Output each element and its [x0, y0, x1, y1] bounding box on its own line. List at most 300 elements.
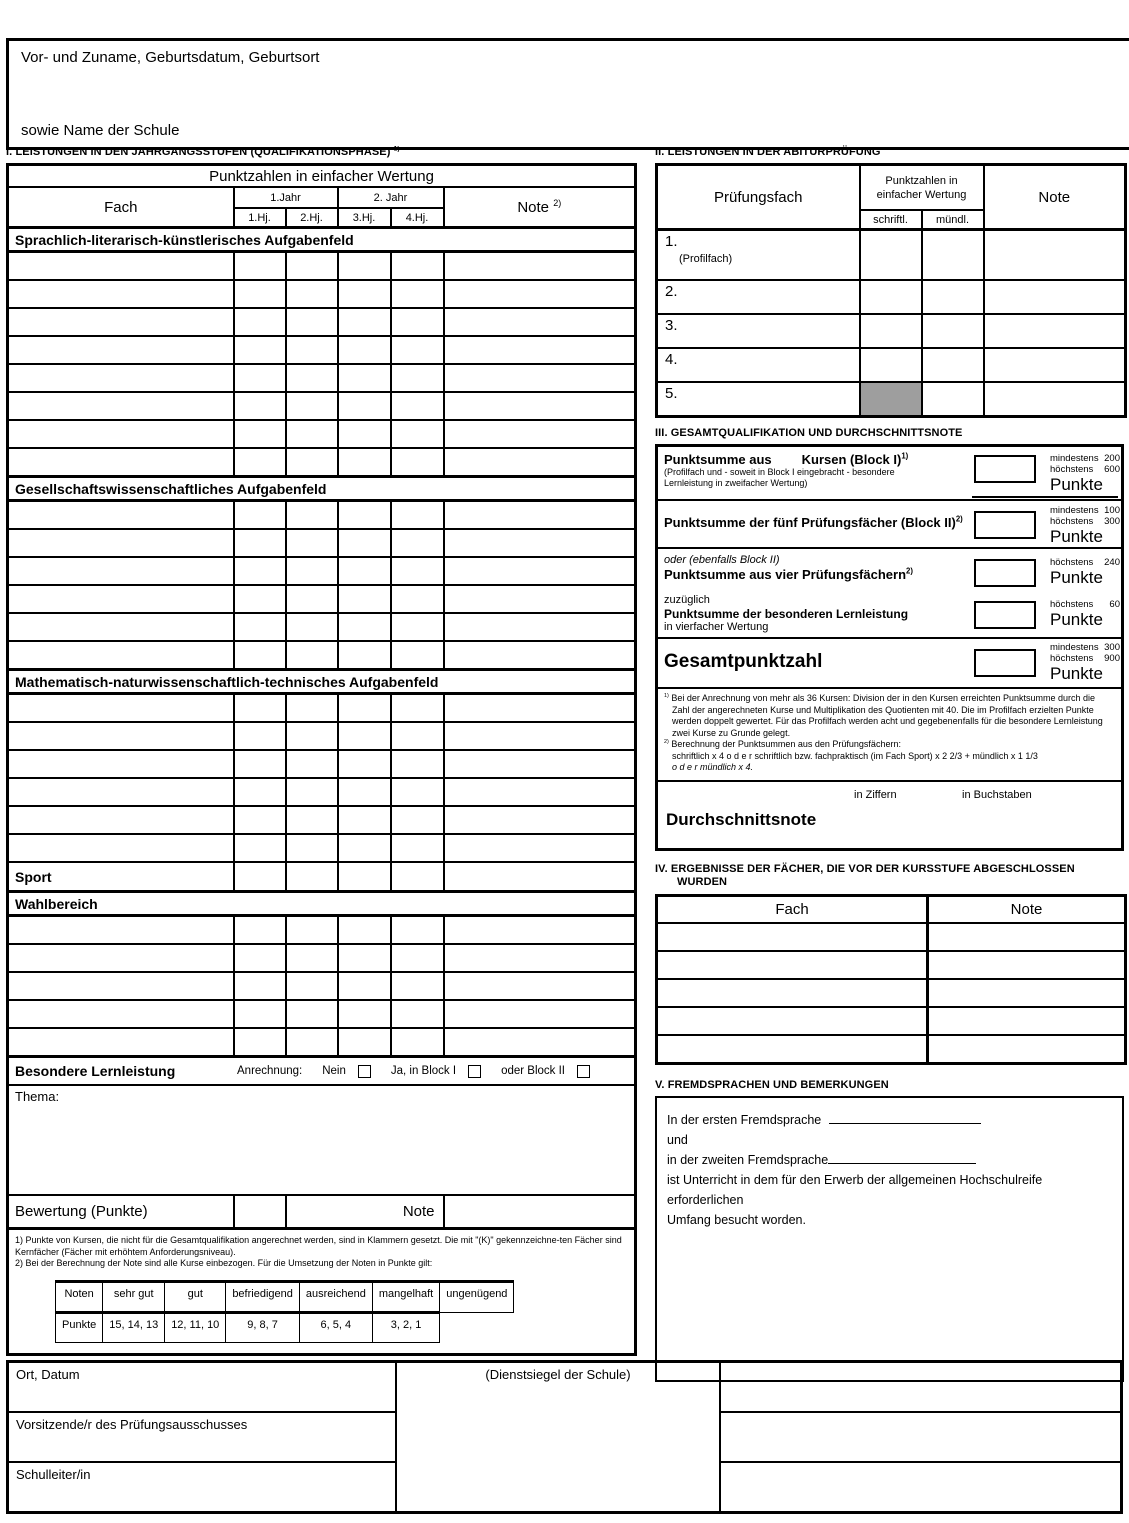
pruefungsfach-header: Prüfungsfach: [657, 165, 860, 230]
empty-cell: [657, 951, 928, 979]
empty-cell: [234, 420, 286, 448]
signature-labels-column: [9, 1363, 395, 1511]
empty-cell: [8, 944, 234, 972]
empty-cell: [234, 392, 286, 420]
empty-cell: [338, 641, 391, 670]
gesamtpunktzahl-row: Gesamtpunktzahl mindestens 300 höchstens 900 Punkte: [658, 637, 1121, 687]
empty-cell: [8, 392, 234, 420]
empty-cell: [234, 585, 286, 613]
anrechnung-options: [237, 1065, 590, 1078]
empty-subject-row: [8, 722, 636, 750]
block1-row: Punktsumme aus Kursen (Block I)$^{1)}$ (Profilfach und - soweit in Block I eingebracht - besondere Lernleistung in zweifacher Wertung) mindestens 200 höchstens 600 Punkte: [658, 447, 1121, 499]
student-name-box: [6, 38, 1129, 150]
empty-cell: [444, 336, 636, 364]
empty-cell: [338, 944, 391, 972]
empty-cell: [286, 613, 338, 641]
empty-cell: [444, 252, 636, 281]
empty-cell: [234, 722, 286, 750]
unterricht-line2: Umfang besucht worden.: [667, 1212, 806, 1227]
empty-cell: [286, 694, 338, 723]
noten-cell: ungenügend: [440, 1281, 514, 1312]
empty-cell: [338, 336, 391, 364]
empty-subject-row: [8, 778, 636, 806]
empty-cell: [286, 336, 338, 364]
durchschnittsnote-label: Durchschnittsnote: [666, 809, 817, 829]
thema-row: [8, 1085, 636, 1195]
exam-row-3: [657, 314, 1126, 348]
empty-cell: [8, 529, 234, 557]
block3b-post: in vierfacher Wertung: [664, 621, 769, 633]
noten-cell: mangelhaft: [372, 1281, 439, 1312]
social-rows: [8, 501, 636, 670]
points-input-box-block2[interactable]: [974, 511, 1036, 539]
linguistic-rows: [8, 252, 636, 477]
bewertung-label: Bewertung (Punkte): [8, 1195, 234, 1229]
empty-cell: [286, 420, 338, 448]
empty-cell: [444, 448, 636, 477]
empty-cell: [928, 1035, 1126, 1064]
exam-row-number: 2.: [657, 280, 860, 314]
in-ziffern-label: in Ziffern: [854, 788, 897, 801]
abitur-header-row: [657, 165, 1126, 211]
block2-label: Punktsumme der fünf Prüfungsfächer (Block II)$^{2)}$: [664, 514, 963, 530]
hj3-header: 3.Hj.: [338, 208, 391, 228]
empty-cell: [444, 916, 636, 945]
empty-cell: [338, 1028, 391, 1057]
empty-cell: [391, 613, 444, 641]
empty-cell: [8, 972, 234, 1000]
empty-cell: [8, 280, 234, 308]
empty-cell: [338, 722, 391, 750]
empty-cell: [391, 694, 444, 723]
empty-cell: [234, 557, 286, 585]
empty-cell: [984, 314, 1126, 348]
note-column-header: Note $^{2)}$: [444, 187, 636, 228]
besondere-title: Besondere Lernleistung: [15, 1063, 176, 1079]
empty-cell: [984, 230, 1126, 281]
empty-cell: [8, 806, 234, 834]
checkbox-nein[interactable]: [358, 1065, 371, 1078]
empty-cell: [391, 392, 444, 420]
empty-cell: [234, 916, 286, 945]
footnote-2: 2) Bei der Berechnung der Note sind alle Kurse einbezogen. Für die Umsetzung der Noten in Punkte gilt:: [15, 1258, 433, 1268]
anrechnung-label: Anrechnung:: [237, 1065, 303, 1077]
block3a-italic: oder (ebenfalls Block II): [664, 554, 780, 566]
footnote3-2: $^{2)}$ Berechnung der Punktsummen aus den Prüfungsfächern: schriftlich x 4 o d e r schriftlich bzw. fachpraktisch (im Fach Sport) x 2 2/3 + mündlich x 1 1/3 o d e r mündlich x 4.: [664, 739, 1038, 772]
ort-datum-label: Ort, Datum: [16, 1367, 80, 1382]
empty-cell: [860, 280, 922, 314]
empty-subject-row: [657, 951, 1126, 979]
signature-field[interactable]: [721, 1411, 1120, 1461]
footnote3-1: $^{1)}$ Bei der Anrechnung von mehr als 36 Kursen: Division der in den Kursen erreichten Punktsumme durch die Zahl der angerechneten Kurse und Multiplikation des Quotienten mit 40. Die im Profilfach erzielten Punkte werden doppelt gewertet. Für das Profilfach werden acht und gegebenenfalls für die besondere Lernleistung zwei Kurse zu Grunde gelegt.: [664, 693, 1103, 738]
empty-cell: [286, 641, 338, 670]
fremdsprache1-line: In der ersten Fremdsprache: [667, 1110, 1112, 1130]
sport-row: [8, 862, 636, 892]
block3b-pre: zuzüglich: [664, 594, 710, 606]
empty-cell: [860, 230, 922, 281]
in-buchstaben-label: in Buchstaben: [962, 788, 1032, 801]
empty-cell: [286, 529, 338, 557]
math-rows: [8, 694, 636, 863]
empty-cell: [338, 694, 391, 723]
empty-cell: [234, 529, 286, 557]
empty-subject-row: [657, 923, 1126, 951]
empty-subject-row: [8, 529, 636, 557]
empty-cell: [234, 806, 286, 834]
exam-row-number: 4.: [657, 348, 860, 382]
empty-cell: [984, 280, 1126, 314]
checkbox-block2[interactable]: [577, 1065, 590, 1078]
bewertung-note-cell[interactable]: [444, 1195, 636, 1229]
empty-subject-row: [657, 1035, 1126, 1064]
empty-cell: [338, 420, 391, 448]
schulleiter-label: Schulleiter/in: [9, 1461, 395, 1511]
empty-cell: [8, 557, 234, 585]
signature-fields-column: [721, 1363, 1120, 1511]
empty-cell: [8, 336, 234, 364]
empty-cell: [8, 252, 234, 281]
dienstsiegel-area: (Dienstsiegel der Schule): [395, 1363, 721, 1511]
empty-cell: [286, 1028, 338, 1057]
field-header-math: Mathematisch-naturwissenschaftlich-technisches Aufgabenfeld: [8, 670, 636, 694]
profilfach-label: (Profilfach): [679, 253, 733, 265]
block3-row: oder (ebenfalls Block II) Punktsumme aus vier Prüfungsfächern$^{2)}$ zuzüglich Punktsumme der besonderen Lernleistung in vierfacher Wertung höchstens 240 Punkte höchstens 60 Punkte: [658, 547, 1121, 637]
empty-cell: [286, 1000, 338, 1028]
empty-cell: [286, 722, 338, 750]
empty-subject-row: [8, 336, 636, 364]
blocked-gray-cell: [860, 382, 922, 417]
empty-cell: [922, 382, 984, 417]
empty-cell: [444, 557, 636, 585]
empty-cell: [286, 750, 338, 778]
empty-cell: [286, 834, 338, 862]
empty-cell: [338, 1000, 391, 1028]
empty-subject-row: [8, 448, 636, 477]
section-1-heading: I. LEISTUNGEN IN DEN JAHRGANGSSTUFEN (QUALIFIKATIONSPHASE) $^{1)}$: [6, 145, 400, 158]
empty-cell: [338, 613, 391, 641]
empty-cell: [922, 230, 984, 281]
school-name-label: sowie Name der Schule: [21, 122, 180, 139]
noten-punkte-table: [55, 1280, 514, 1343]
empty-cell: [391, 252, 444, 281]
wahlbereich-header: Wahlbereich: [8, 892, 636, 916]
empty-cell: [860, 348, 922, 382]
empty-cell: [234, 1000, 286, 1028]
empty-cell: [234, 778, 286, 806]
empty-cell: [444, 944, 636, 972]
empty-subject-row: [657, 979, 1126, 1007]
fremdsprachen-box: [655, 1096, 1124, 1382]
empty-cell: [234, 308, 286, 336]
punkte-values-row: [56, 1312, 514, 1342]
thema-label: Thema:: [8, 1085, 636, 1195]
empty-cell: [234, 750, 286, 778]
empty-cell: [444, 308, 636, 336]
empty-cell: [391, 916, 444, 945]
hj4-header: 4.Hj.: [391, 208, 444, 228]
empty-cell: [234, 280, 286, 308]
empty-cell: [234, 448, 286, 477]
option-ja-block1-label: Ja, in Block I: [390, 1065, 457, 1077]
empty-cell: [8, 778, 234, 806]
empty-cell: [234, 834, 286, 862]
empty-cell: [444, 972, 636, 1000]
points-input-box-block3b[interactable]: [974, 601, 1036, 629]
empty-cell: [444, 613, 636, 641]
section-1: [6, 146, 634, 1356]
empty-cell: [8, 916, 234, 945]
punkte-cell: 3, 2, 1: [372, 1312, 439, 1342]
empty-cell: [234, 252, 286, 281]
empty-cell: [928, 979, 1126, 1007]
empty-subject-row: [8, 280, 636, 308]
empty-cell: [391, 806, 444, 834]
points-input-box-block1[interactable]: [974, 455, 1036, 483]
empty-subject-row: [8, 694, 636, 723]
empty-cell: [8, 641, 234, 670]
empty-cell: [444, 1000, 636, 1028]
empty-cell: [286, 806, 338, 834]
empty-cell: [391, 972, 444, 1000]
empty-subject-row: [8, 972, 636, 1000]
empty-cell: [8, 834, 234, 862]
year1-header: 1.Jahr: [234, 187, 338, 208]
empty-cell: [391, 641, 444, 670]
bewertung-points-cell[interactable]: [234, 1195, 286, 1229]
signature-field[interactable]: [721, 1363, 1120, 1411]
exam-row-number: 5.: [657, 382, 860, 417]
empty-cell: [391, 862, 444, 892]
exam-row-number: 1.: [665, 233, 678, 250]
empty-cell: [234, 501, 286, 530]
empty-cell: [391, 750, 444, 778]
fach-column-header: Fach: [8, 187, 234, 228]
empty-cell: [286, 280, 338, 308]
empty-cell: [8, 501, 234, 530]
punkte-cell: 9, 8, 7: [226, 1312, 300, 1342]
empty-subject-row: [8, 420, 636, 448]
empty-cell: [391, 834, 444, 862]
empty-subject-row: [8, 806, 636, 834]
empty-cell: [234, 641, 286, 670]
empty-cell: [391, 1000, 444, 1028]
empty-cell: [286, 448, 338, 477]
pre-kursstufe-table: [655, 894, 1127, 1065]
empty-subject-row: [8, 364, 636, 392]
signature-field[interactable]: [721, 1461, 1120, 1511]
muendlich-header: mündl.: [922, 210, 984, 230]
empty-cell: [391, 364, 444, 392]
empty-cell: [444, 1028, 636, 1057]
empty-cell: [8, 308, 234, 336]
points-header-row: [8, 165, 636, 188]
empty-cell: [234, 336, 286, 364]
empty-subject-row: [8, 641, 636, 670]
empty-subject-row: [8, 308, 636, 336]
section-3-heading: III. GESAMTQUALIFIKATION UND DURCHSCHNITTSNOTE: [655, 427, 963, 439]
empty-cell: [444, 529, 636, 557]
option-block2-label: oder Block II: [501, 1065, 565, 1077]
empty-cell: [657, 1007, 928, 1035]
empty-cell: [8, 420, 234, 448]
empty-cell: [444, 641, 636, 670]
fremdsprache2-blank[interactable]: [828, 1151, 976, 1164]
empty-subject-row: [8, 585, 636, 613]
empty-cell: [928, 923, 1126, 951]
exam-row-4: [657, 348, 1126, 382]
empty-cell: [922, 314, 984, 348]
empty-cell: [338, 529, 391, 557]
empty-cell: [657, 979, 928, 1007]
sum-underline: [972, 496, 1118, 498]
empty-cell: [234, 613, 286, 641]
noten-cell: sehr gut: [103, 1281, 165, 1312]
empty-cell: [286, 252, 338, 281]
empty-subject-row: [8, 1000, 636, 1028]
fach-header: Fach: [657, 895, 928, 923]
empty-cell: [338, 806, 391, 834]
empty-cell: [338, 448, 391, 477]
checkbox-ja-block1[interactable]: [468, 1065, 481, 1078]
footnotes-row: [8, 1229, 636, 1355]
empty-cell: [391, 778, 444, 806]
section-4-heading: IV. ERGEBNISSE DER FÄCHER, DIE VOR DER KURSSTUFE ABGESCHLOSSEN WURDEN: [655, 862, 1075, 888]
empty-cell: [444, 420, 636, 448]
empty-cell: [234, 364, 286, 392]
hj1-header: 1.Hj.: [234, 208, 286, 228]
block1-note-line2: Lernleistung in zweifacher Wertung): [664, 478, 808, 488]
empty-cell: [444, 364, 636, 392]
column-header-row: [8, 187, 636, 208]
empty-cell: [444, 834, 636, 862]
abiturpruefung-table: [655, 163, 1127, 418]
empty-cell: [338, 834, 391, 862]
empty-cell: [338, 392, 391, 420]
exam-row-5: [657, 382, 1126, 417]
empty-cell: [286, 916, 338, 945]
empty-subject-row: [8, 916, 636, 945]
points-header: Punktzahlen in einfacher Wertung: [8, 165, 636, 188]
empty-cell: [444, 501, 636, 530]
empty-cell: [286, 557, 338, 585]
points-input-box-total[interactable]: [974, 649, 1036, 677]
signature-box: [6, 1360, 1123, 1514]
empty-subject-row: [657, 1007, 1126, 1035]
block1-note-line1: (Profilfach und - soweit in Block I eingebracht - besondere: [664, 467, 895, 477]
empty-cell: [338, 308, 391, 336]
noten-cell: befriedigend: [226, 1281, 300, 1312]
gesamtqualifikation-box: [655, 444, 1124, 851]
empty-cell: [444, 585, 636, 613]
punkte-cell: Punkte: [56, 1312, 103, 1342]
empty-cell: [338, 280, 391, 308]
unterricht-line1: ist Unterricht in dem für den Erwerb der allgemeinen Hochschulreife erforderlichen: [667, 1172, 1043, 1207]
section-2-heading: II. LEISTUNGEN IN DER ABITURPRÜFUNG: [655, 146, 881, 158]
durchschnittsnote-row: [658, 780, 1121, 848]
empty-cell: [8, 364, 234, 392]
empty-cell: [391, 420, 444, 448]
empty-subject-row: [8, 252, 636, 281]
noten-header-row: [56, 1281, 514, 1312]
wahlbereich-rows: [8, 916, 636, 1057]
und-line: und: [667, 1132, 688, 1147]
empty-cell: [922, 280, 984, 314]
noten-cell: ausreichend: [299, 1281, 372, 1312]
empty-cell: [391, 280, 444, 308]
empty-cell: [338, 252, 391, 281]
empty-cell: [234, 694, 286, 723]
bewertung-row: [8, 1195, 636, 1229]
empty-cell: [286, 308, 338, 336]
pre-kursstufe-header-row: [657, 895, 1126, 923]
empty-cell: [338, 557, 391, 585]
punkte-cell: 6, 5, 4: [299, 1312, 372, 1342]
empty-cell: [338, 862, 391, 892]
schriftlich-header: schriftl.: [860, 210, 922, 230]
name-birth-label: Vor- und Zuname, Geburtsdatum, Geburtsort: [21, 49, 320, 66]
empty-cell: [928, 1007, 1126, 1035]
empty-cell: [234, 944, 286, 972]
year2-header: 2. Jahr: [338, 187, 444, 208]
empty-cell: [338, 778, 391, 806]
footnote-1: 1) Punkte von Kursen, die nicht für die Gesamtqualifikation angerechnet werden, sind in Klammern gesetzt. Die mit "(K)" gekennzeichne-ten Fächer sind Kernfächer (Fächer mit erhöhtem Anforderungsniveau).: [15, 1235, 622, 1257]
block1-label: Punktsumme aus Kursen (Block I)$^{1)}$: [664, 451, 909, 467]
empty-subject-row: [8, 557, 636, 585]
empty-cell: [8, 750, 234, 778]
empty-cell: [338, 501, 391, 530]
empty-cell: [391, 722, 444, 750]
field-header-linguistic: Sprachlich-literarisch-künstlerisches Aufgabenfeld: [8, 228, 636, 252]
empty-cell: [444, 778, 636, 806]
note-header: Note: [984, 165, 1126, 230]
sport-label: Sport: [8, 862, 234, 892]
empty-cell: [286, 392, 338, 420]
empty-cell: [286, 501, 338, 530]
empty-cell: [444, 280, 636, 308]
section-5-heading: V. FREMDSPRACHEN UND BEMERKUNGEN: [655, 1078, 889, 1091]
empty-cell: [984, 348, 1126, 382]
empty-subject-row: [8, 1028, 636, 1057]
block3a-label: Punktsumme aus vier Prüfungsfächern$^{2)}$: [664, 566, 913, 582]
besondere-lernleistung-row: [8, 1057, 636, 1086]
exam-row-number: 3.: [657, 314, 860, 348]
noten-cell: Noten: [56, 1281, 103, 1312]
pre-kursstufe-rows: [657, 923, 1126, 1064]
empty-cell: [8, 722, 234, 750]
empty-cell: [338, 972, 391, 1000]
empty-cell: [391, 308, 444, 336]
empty-cell: [391, 557, 444, 585]
empty-cell: [984, 382, 1126, 417]
exam-row-2: [657, 280, 1126, 314]
empty-cell: [286, 944, 338, 972]
fremdsprache1-blank[interactable]: [829, 1111, 981, 1124]
empty-cell: [657, 1035, 928, 1064]
empty-cell: [657, 923, 928, 951]
points-input-box-block3a[interactable]: [974, 559, 1036, 587]
empty-cell: [860, 314, 922, 348]
empty-cell: [286, 778, 338, 806]
points-simple-header: Punktzahlen in einfacher Wertung: [860, 165, 984, 211]
empty-cell: [338, 364, 391, 392]
section3-footnotes: [658, 687, 1121, 780]
empty-cell: [391, 585, 444, 613]
punkte-cell: 15, 14, 13: [103, 1312, 165, 1342]
note-header: Note: [928, 895, 1126, 923]
empty-cell: [444, 392, 636, 420]
qualifikationsphase-table: [6, 163, 637, 1356]
right-column: [655, 146, 1124, 1382]
